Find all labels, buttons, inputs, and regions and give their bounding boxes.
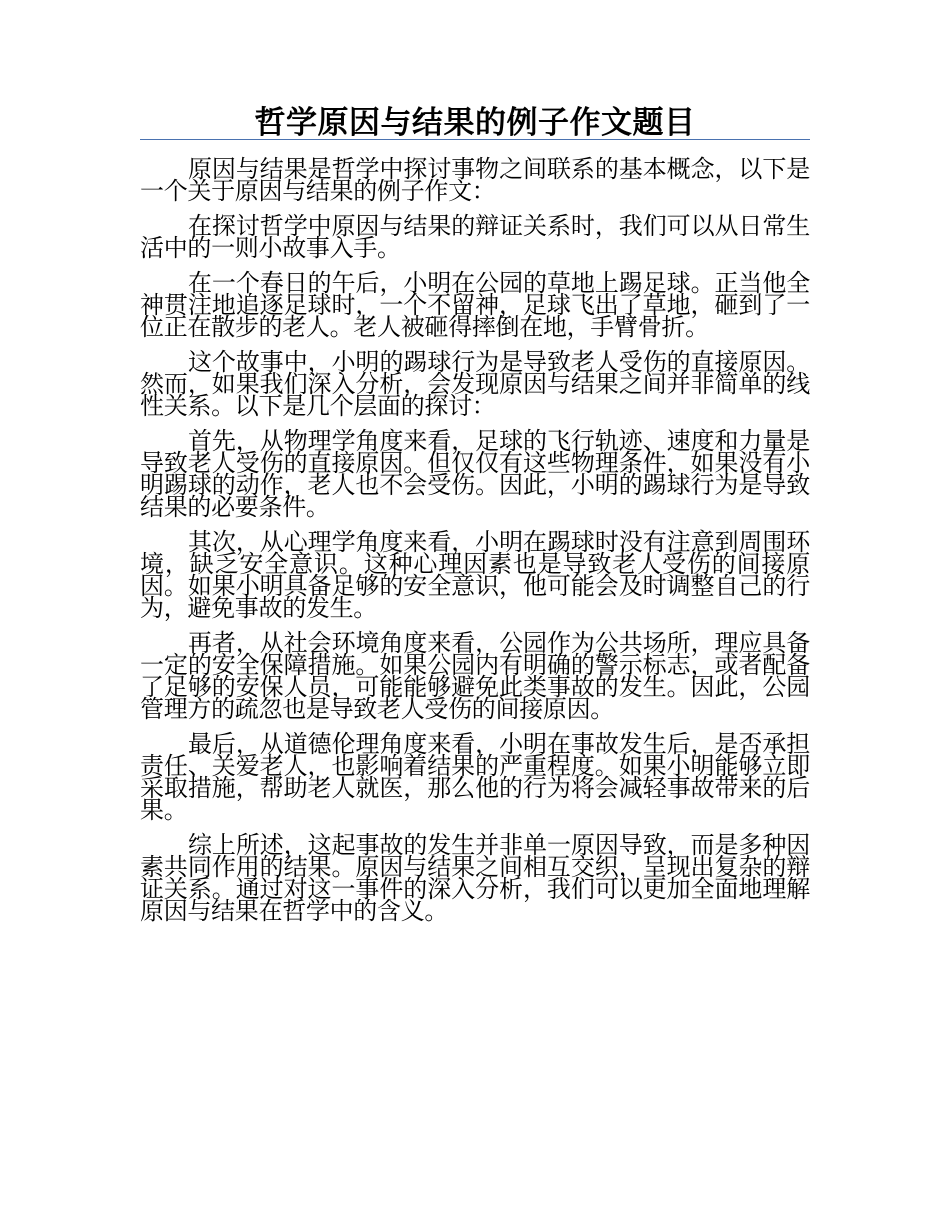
document-body bbox=[140, 155, 810, 935]
paragraph-ethics: 最后，从道德伦理角度来看，小明在事故发生后，是否承担责任、关爱老人，也影响着结果的严重程度。如果小明能够立即采取措施，帮助老人就医，那么他的行为将会减轻事故带来的后果。 bbox=[140, 730, 810, 824]
paragraph-direct-cause: 这个故事中，小明的踢球行为是导致老人受伤的直接原因。然而，如果我们深入分析，会发现原因与结果之间并非简单的线性关系。以下是几个层面的探讨： bbox=[140, 348, 810, 420]
paragraph-physics: 首先，从物理学角度来看，足球的飞行轨迹、速度和力量是导致老人受伤的直接原因。但仅仅有这些物理条件，如果没有小明踢球的动作，老人也不会受伤。因此，小明的踢球行为是导致结果的必要条件。 bbox=[140, 427, 810, 521]
paragraph-story: 在一个春日的午后，小明在公园的草地上踢足球。正当他全神贯注地追逐足球时，一个不留神，足球飞出了草地，砸到了一位正在散步的老人。老人被砸得摔倒在地，手臂骨折。 bbox=[140, 269, 810, 341]
paragraph-intro: 原因与结果是哲学中探讨事物之间联系的基本概念，以下是一个关于原因与结果的例子作文： bbox=[140, 155, 810, 205]
paragraph-psychology: 其次，从心理学角度来看，小明在踢球时没有注意到周围环境，缺乏安全意识。这种心理因素也是导致老人受伤的间接原因。如果小明具备足够的安全意识，他可能会及时调整自己的行为，避免事故的发生。 bbox=[140, 528, 810, 622]
paragraph-social: 再者，从社会环境角度来看，公园作为公共场所，理应具备一定的安全保障措施。如果公园内有明确的警示标志，或者配备了足够的安保人员，可能能够避免此类事故的发生。因此，公园管理方的疏忽也是导致老人受伤的间接原因。 bbox=[140, 629, 810, 723]
document-title: 哲学原因与结果的例子作文题目 bbox=[254, 105, 696, 141]
title-underline bbox=[140, 139, 810, 140]
paragraph-lead-in: 在探讨哲学中原因与结果的辩证关系时，我们可以从日常生活中的一则小故事入手。 bbox=[140, 212, 810, 262]
paragraph-conclusion: 综上所述，这起事故的发生并非单一原因导致，而是多种因素共同作用的结果。原因与结果之间相互交织，呈现出复杂的辩证关系。通过对这一事件的深入分析，我们可以更加全面地理解原因与结果在哲学中的含义。 bbox=[140, 831, 810, 925]
